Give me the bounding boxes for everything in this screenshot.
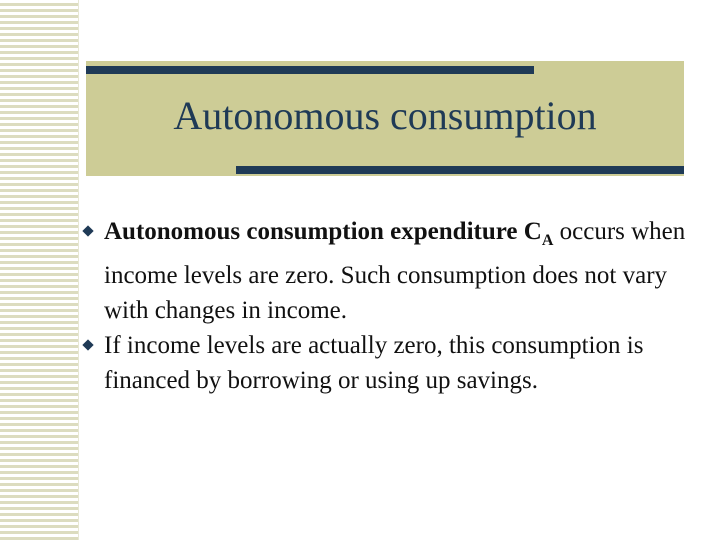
bullet-body-text: occurs when income levels are zero. Such consumption does not vary with changes in income. [104, 218, 686, 324]
title-rule-bottom [236, 166, 684, 174]
bullet-subscript: A [541, 232, 554, 249]
bullet-list [80, 214, 692, 398]
diamond-bullet-icon [82, 339, 93, 350]
bullet-item [80, 214, 692, 328]
decorative-side-stripes [0, 0, 79, 540]
slide-title: Autonomous consumption [173, 93, 597, 138]
bullet-lead-text: Autonomous consumption expenditure C [104, 218, 542, 245]
bullet-item [80, 328, 692, 398]
title-rule-top [86, 66, 534, 74]
diamond-bullet-icon [82, 225, 93, 236]
bullet-body-text: If income levels are actually zero, this consumption is financed by borrowing or using up savings. [104, 332, 644, 394]
